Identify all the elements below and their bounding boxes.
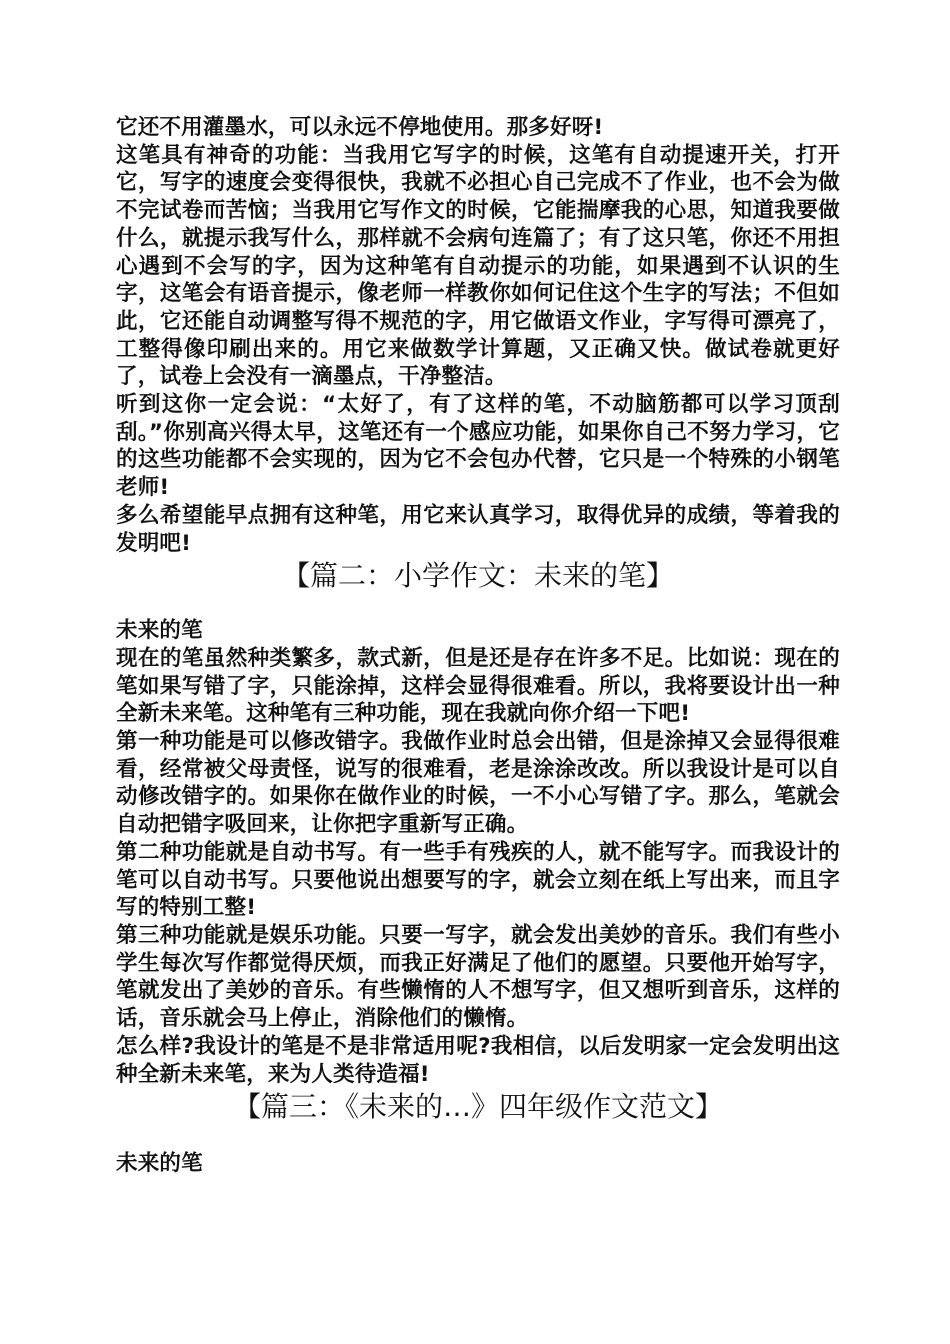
- paragraph: 现在的笔虽然种类繁多，款式新，但是还是存在许多不足。比如说：现在的笔如果写错了字，只能涂掉，这样会显得很难看。所以，我将要设计出一种全新未来笔。这种笔有三种功能，现在我就向你介绍一下吧!: [116, 645, 840, 727]
- paragraph: 第三种功能就是娱乐功能。只要一写字，就会发出美妙的音乐。我们有些小学生每次写作都觉得厌烦，而我正好满足了他们的愿望。只要他开始写字，笔就发出了美妙的音乐。有些懒惰的人不想写字，但又想听到音乐，这样的话，音乐就会马上停止，消除他们的懒惰。: [116, 922, 840, 1032]
- paragraph: 怎么样?我设计的笔是不是非常适用呢?我相信，以后发明家一定会发明出这种全新未来笔，来为人类待造福!: [116, 1033, 840, 1087]
- essay-title: 未来的笔: [116, 1151, 203, 1177]
- section-heading: 【篇二：小学作文：未来的笔】: [281, 559, 674, 593]
- paragraph: 它还不用灌墨水，可以永远不停地使用。那多好呀!: [116, 115, 604, 140]
- document-body: [116, 114, 840, 1178]
- paragraph: 这笔具有神奇的功能：当我用它写字的时候，这笔有自动提速开关，打开它，写字的速度会变得很快，我就不必担心自己完成不了作业，也不会为做不完试卷而苦恼；当我用它写作文的时候，它能揣摩我的心思，知道我要做什么，就提示我写什么，那样就不会病句连篇了；有了这只笔，你还不用担心遇到不会写的字，因为这种笔有自动提示的功能，如果遇到不认识的生字，这笔会有语音提示，像老师一样教你如何记住这个生字的写法；不但如此，它还能自动调整写得不规范的字，用它做语文作业，字写得可漂亮了，工整得像印刷出来的。用它来做数学计算题，又正确又快。做试卷就更好了，试卷上会没有一滴墨点，干净整洁。: [116, 142, 840, 390]
- essay-title: 未来的笔: [116, 618, 203, 644]
- paragraph: 第二种功能就是自动书写。有一些手有残疾的人，就不能写字。而我设计的笔可以自动书写。只要他说出想要写的字，就会立刻在纸上写出来，而且字写的特别工整!: [116, 839, 840, 921]
- paragraph: 第一种功能是可以修改错字。我做作业时总会出错，但是涂掉又会显得很难看，经常被父母责怪，说写的很难看，老是涂涂改改。所以我设计是可以自动修改错字的。如果你在做作业的时候，一不小心写错了字。那么，笔就会自动把错字吸回来，让你把字重新写正确。: [116, 729, 840, 838]
- section-heading: 【篇三：《未来的…》四年级作文范文】: [232, 1090, 723, 1124]
- paragraph: 听到这你一定会说：“太好了，有了这样的笔，不动脑筋都可以学习顶刮刮。”你别高兴得太早，这笔还有一个感应功能，如果你自己不努力学习，它的这些功能都不会实现的，因为它不会包办代替，它只是一个特殊的小钢笔老师!: [116, 392, 840, 501]
- paragraph: 多么希望能早点拥有这种笔，用它来认真学习，取得优异的成绩，等着我的发明吧!: [116, 502, 840, 556]
